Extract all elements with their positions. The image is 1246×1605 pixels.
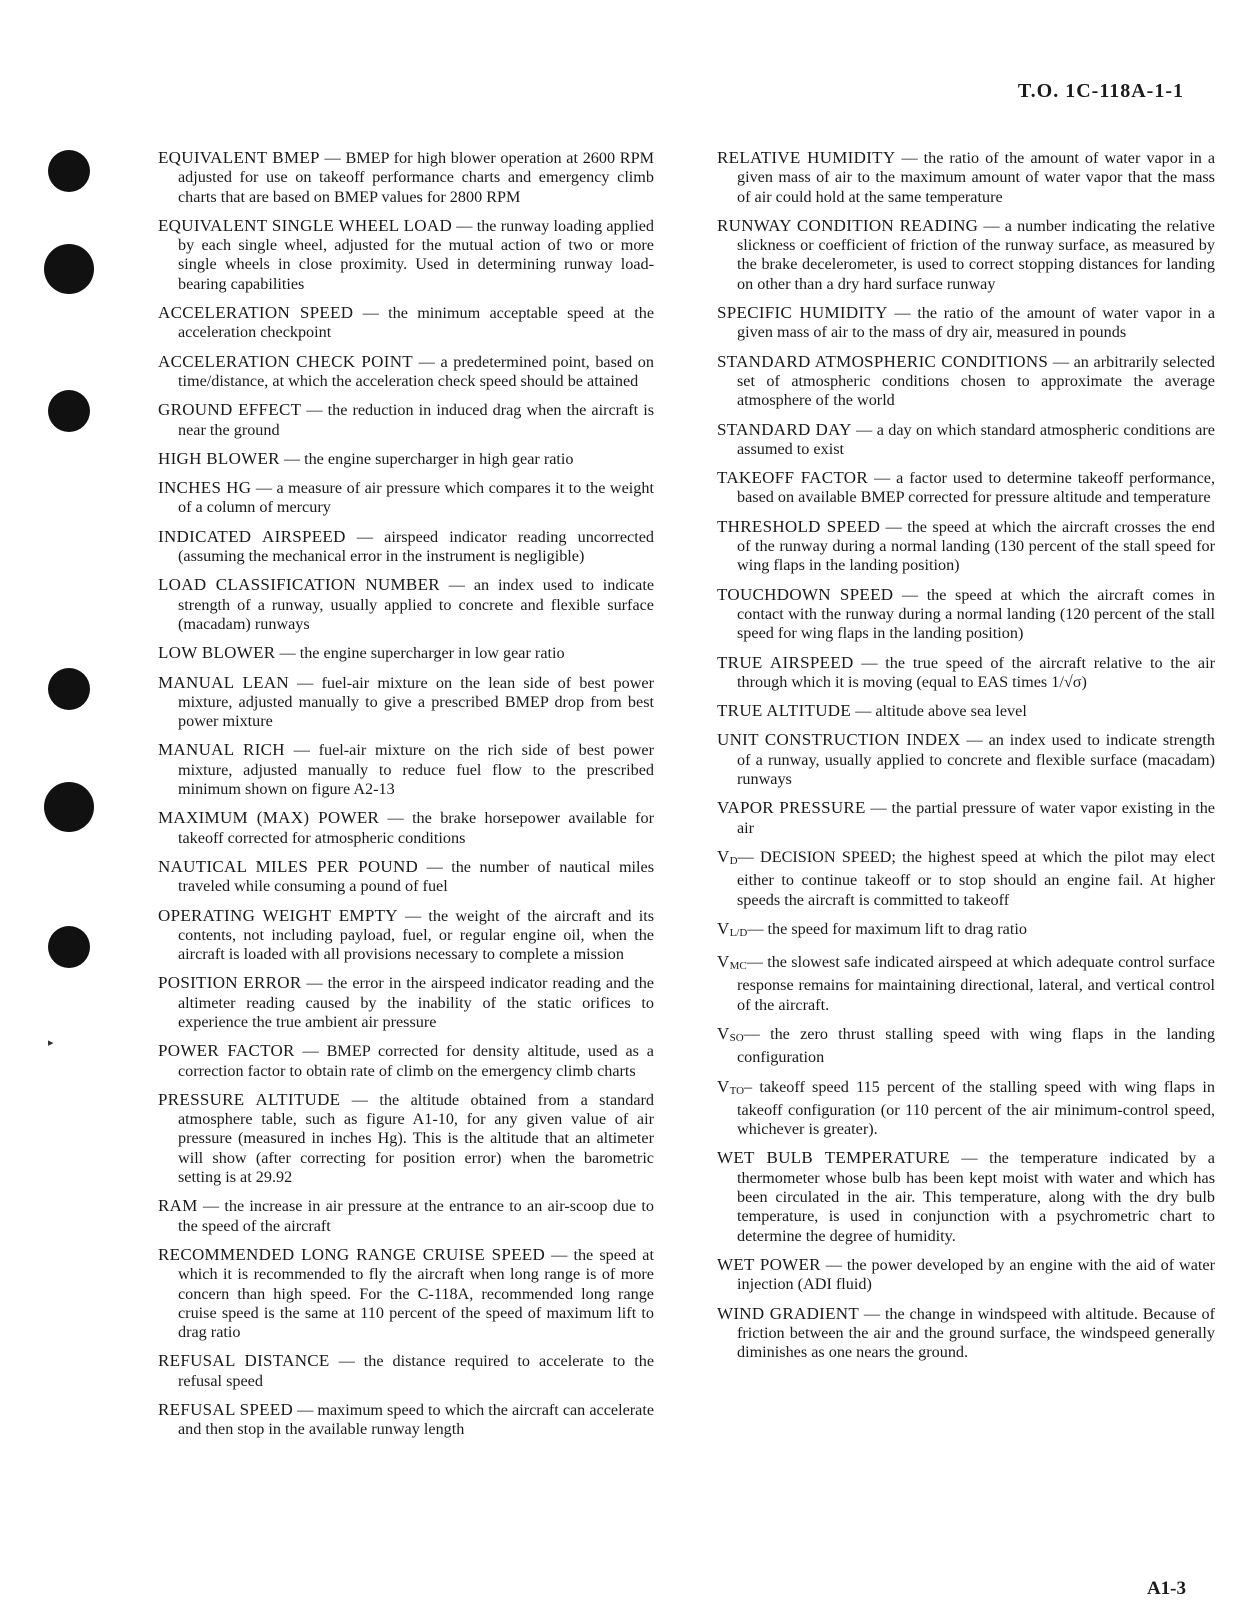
glossary-entry xyxy=(717,1148,1215,1245)
glossary-definition: the engine supercharger in high gear ratio xyxy=(304,449,574,468)
glossary-term: OPERATING WEIGHT EMPTY xyxy=(158,905,398,925)
v-speed-subscript: SO xyxy=(729,1031,744,1044)
glossary-term: LOW BLOWER xyxy=(158,643,276,663)
glossary-definition: the true speed of the aircraft relative to the air through which it is moving (equal to EAS times 1/√σ) xyxy=(737,653,1215,691)
term-separator: — xyxy=(747,919,764,938)
term-separator: — xyxy=(737,847,754,866)
margin-mark: ▸ xyxy=(48,1037,54,1049)
document-number: T.O. 1C-118A-1-1 xyxy=(1017,80,1184,102)
glossary-definition: the error in the airspeed indicator reading and the altimeter reading caused by the inability of the static orifices to experience the true ambient air pressure xyxy=(178,974,654,1031)
term-separator: — xyxy=(887,304,918,323)
glossary-entry xyxy=(158,643,654,663)
glossary-entry xyxy=(158,673,654,732)
glossary-definition: the slowest safe indicated airspeed at which adequate control surface response remains for maintaining directional, lateral, and vertical control of the aircraft. xyxy=(737,953,1215,1014)
v-speed-symbol: V xyxy=(717,918,730,938)
glossary-term: RAM xyxy=(158,1196,198,1216)
glossary-definition: DECISION SPEED; the highest speed at which the pilot may elect either to continue takeoff or to stop should an engine fail. At higher speeds the aircraft is committed to takeoff xyxy=(737,847,1215,909)
term-separator: — xyxy=(319,149,346,167)
glossary-entry xyxy=(717,148,1215,207)
glossary-definition: airspeed indicator reading uncorrected (assuming the mechanical error in the instrument is negligible) xyxy=(178,527,654,566)
glossary-entry xyxy=(158,400,654,440)
glossary-term: THRESHOLD SPEED xyxy=(717,516,881,536)
glossary-entry xyxy=(158,216,654,294)
term-separator: — xyxy=(412,352,441,371)
glossary-definition: a number indicating the relative slickness or coefficient of friction of the runway surface, as measured by the brake decelerometer, is used to correct stopping distances for landing on other than a dry hard surface runway xyxy=(737,216,1215,293)
glossary-definition: the distance required to accelerate to the refusal speed xyxy=(178,1352,654,1390)
punch-hole xyxy=(44,244,94,294)
v-speed-symbol: V xyxy=(717,1076,730,1096)
glossary-entry xyxy=(717,468,1215,508)
right-column xyxy=(717,148,1215,1371)
term-separator: — xyxy=(439,576,474,595)
term-separator: — xyxy=(960,731,989,750)
glossary-entry xyxy=(717,420,1215,460)
glossary-entry xyxy=(717,798,1215,838)
v-speed-subscript: MC xyxy=(729,960,747,973)
v-speed-symbol: V xyxy=(717,952,730,972)
glossary-term: REFUSAL DISTANCE xyxy=(158,1351,330,1371)
glossary-definition: fuel-air mixture on the lean side of best power mixture, adjusted manually to give a prescribed BMEP drop from best power mixture xyxy=(178,673,654,731)
glossary-term: REFUSAL SPEED xyxy=(158,1400,294,1420)
glossary-definition: a predetermined point, based on time/distance, at which the acceleration check speed should be attained xyxy=(178,352,654,390)
glossary-definition: fuel-air mixture on the rich side of best power mixture, adjusted manually to reduce fuel flow to the prescribed minimum shown on figure A2-13 xyxy=(178,741,654,799)
glossary-entry xyxy=(717,517,1215,576)
v-speed-entry xyxy=(717,952,1215,1015)
glossary-term: GROUND EFFECT xyxy=(158,400,302,420)
term-separator: — xyxy=(851,420,877,439)
term-separator: — xyxy=(284,741,319,760)
glossary-entry xyxy=(158,1400,654,1440)
term-separator: — xyxy=(545,1245,574,1264)
term-separator: — xyxy=(301,401,328,420)
term-separator: — xyxy=(820,1255,847,1274)
glossary-entry xyxy=(717,1255,1215,1295)
glossary-entry xyxy=(158,740,654,799)
page-number: A1-3 xyxy=(1146,1578,1186,1599)
glossary-definition: maximum speed to which the aircraft can accelerate and then stop in the available runway length xyxy=(178,1401,655,1439)
term-separator: — xyxy=(853,653,886,672)
glossary-definition: the speed at which the aircraft crosses the end of the runway during a normal landing (130 percent of the stall speed for wing flaps in the landing position) xyxy=(737,517,1215,575)
glossary-definition: the change in windspeed with altitude. Because of friction between the air and the ground surface, the windspeed generally diminishes as one nears the ground. xyxy=(737,1304,1215,1362)
glossary-entry xyxy=(717,701,1215,721)
glossary-entry xyxy=(158,303,654,343)
glossary-definition: the altitude obtained from a standard atmosphere table, such as figure A1-10, for any given value of air pressure (measured in inches Hg). This is the altitude that an altimeter will show (after correcting for position error) when the barometric setting is at 29.92 xyxy=(178,1090,655,1187)
term-separator: — xyxy=(1048,352,1074,371)
punch-hole xyxy=(44,782,94,832)
v-speed-subscript: L/D xyxy=(729,926,748,939)
glossary-term: ACCELERATION CHECK POINT xyxy=(158,351,413,371)
glossary-definition: the minimum acceptable speed at the acceleration checkpoint xyxy=(178,304,655,342)
glossary-entry xyxy=(158,906,654,965)
term-separator: — xyxy=(978,216,1005,235)
glossary-term: MANUAL RICH xyxy=(158,740,285,760)
glossary-definition: the zero thrust stalling speed with wing flaps in the landing configuration xyxy=(737,1024,1215,1067)
term-separator: — xyxy=(353,304,389,323)
glossary-term: EQUIVALENT SINGLE WHEEL LOAD xyxy=(158,215,453,235)
glossary-definition: the partial pressure of water vapor existing in the air xyxy=(737,799,1215,837)
v-speed-symbol: V xyxy=(717,1023,730,1043)
glossary-entry xyxy=(717,1304,1215,1363)
glossary-definition: the ratio of the amount of water vapor in a given mass of air to the maximum amount of water vapor that the mass of air could hold at the same temperature xyxy=(737,149,1215,206)
term-separator: — xyxy=(746,953,763,972)
punch-hole xyxy=(48,926,90,968)
glossary-term: MAXIMUM (MAX) POWER xyxy=(158,808,380,828)
glossary-term: EQUIVALENT BMEP xyxy=(158,148,320,167)
glossary-term: MANUAL LEAN xyxy=(158,672,289,692)
glossary-entry xyxy=(158,575,654,634)
glossary-definition: the engine supercharger in low gear ratio xyxy=(299,644,565,663)
glossary-definition: a factor used to determine takeoff performance, based on available BMEP corrected for pressure altitude and temperature xyxy=(737,469,1216,507)
term-separator: — xyxy=(294,1042,327,1061)
glossary-term: WIND GRADIENT xyxy=(717,1303,860,1323)
term-separator: — xyxy=(743,1024,760,1043)
v-speed-entry xyxy=(717,1077,1215,1140)
glossary-term: TAKEOFF FACTOR xyxy=(717,468,868,488)
punch-hole xyxy=(48,668,90,710)
term-separator: — xyxy=(345,527,385,546)
term-separator: — xyxy=(452,216,477,235)
glossary-definition: the reduction in induced drag when the aircraft is near the ground xyxy=(178,401,655,439)
left-column xyxy=(158,148,654,1449)
glossary-entry xyxy=(717,653,1215,693)
v-speed-entry xyxy=(717,919,1215,943)
glossary-term: PRESSURE ALTITUDE xyxy=(158,1089,341,1109)
glossary-term: LOAD CLASSIFICATION NUMBER xyxy=(158,575,440,595)
glossary-definition: the speed for maximum lift to drag ratio xyxy=(763,919,1027,938)
term-separator: — xyxy=(895,149,924,167)
glossary-definition: an index used to indicate strength of a runway, usually applied to concrete and flexible surface (macadam) runways xyxy=(737,731,1215,789)
glossary-definition: the temperature indicated by a thermometer whose bulb has been kept moist with water and which has been circulated in the air. This temperature, along with the dry bulb temperature, is used in conjunction with a psychrometric chart to determine the degree of humidity. xyxy=(737,1149,1215,1245)
glossary-definition: takeoff speed 115 percent of the stalling speed with wing flaps in takeoff configuration (or 110 percent of the air minimum-control speed, whichever is greater). xyxy=(737,1077,1215,1139)
v-speed-symbol: V xyxy=(717,846,730,866)
term-separator: — xyxy=(329,1352,364,1371)
v-speed-entry xyxy=(717,847,1215,910)
punch-hole xyxy=(48,150,90,192)
glossary-entry xyxy=(158,352,654,392)
glossary-definition: the runway loading applied by each single wheel, adjusted for the mutual action of two or more single wheels in close proximity. Used in determining runway load-bearing capabilities xyxy=(178,216,654,293)
term-separator: — xyxy=(851,702,876,721)
glossary-definition: an index used to indicate strength of a runway, usually applied to concrete and flexible surface (macadam) runways xyxy=(178,576,655,633)
glossary-term: TRUE AIRSPEED xyxy=(717,652,854,672)
term-separator: — xyxy=(893,585,927,604)
term-separator: — xyxy=(251,479,277,498)
glossary-term: NAUTICAL MILES PER POUND xyxy=(158,856,419,876)
glossary-entry xyxy=(158,808,654,848)
glossary-term: TOUCHDOWN SPEED xyxy=(717,584,894,604)
glossary-term: WET BULB TEMPERATURE xyxy=(717,1148,950,1168)
glossary-term: STANDARD ATMOSPHERIC CONDITIONS xyxy=(717,351,1049,371)
glossary-definition: the speed at which the aircraft comes in contact with the runway during a normal landing (120 percent of the stall speed for wing flaps in the landing position) xyxy=(737,585,1215,643)
glossary-term: VAPOR PRESSURE xyxy=(717,798,866,818)
glossary-entry xyxy=(717,585,1215,644)
glossary-term: STANDARD DAY xyxy=(717,419,852,439)
glossary-entry xyxy=(158,857,654,897)
glossary-definition: the power developed by an engine with the aid of water injection (ADI fluid) xyxy=(737,1255,1215,1294)
glossary-definition: a day on which standard atmospheric conditions are assumed to exist xyxy=(737,420,1215,458)
glossary-definition: BMEP corrected for density altitude, used as a correction factor to obtain rate of climb on the emergency climb charts xyxy=(178,1042,654,1080)
glossary-term: RELATIVE HUMIDITY xyxy=(717,148,896,167)
glossary-definition: the speed at which it is recommended to fly the aircraft when long range is of more concern than high speed. For the C-118A, recommended long range cruise speed is the same at 110 percent of the speed of maximum lift to drag ratio xyxy=(178,1245,654,1342)
term-separator: – xyxy=(744,1077,753,1096)
term-separator: — xyxy=(379,809,413,828)
glossary-term: RECOMMENDED LONG RANGE CRUISE SPEED xyxy=(158,1244,546,1264)
v-speed-subscript: TO xyxy=(729,1084,745,1097)
glossary-entry xyxy=(717,352,1215,411)
glossary-entry xyxy=(158,1090,654,1187)
glossary-term: POWER FACTOR xyxy=(158,1041,295,1061)
glossary-definition: the ratio of the amount of water vapor in a given mass of air to the mass of dry air, measured in pounds xyxy=(737,304,1216,342)
glossary-definition: a measure of air pressure which compares it to the weight of a column of mercury xyxy=(178,479,654,517)
glossary-entry xyxy=(717,303,1215,343)
glossary-term: HIGH BLOWER xyxy=(158,448,280,468)
term-separator: — xyxy=(868,469,897,488)
term-separator: — xyxy=(865,799,892,818)
glossary-definition: the weight of the aircraft and its contents, not including payload, fuel, or regular engine oil, when the aircraft is loaded with all provisions necessary to complete a mission xyxy=(178,906,655,964)
term-separator: — xyxy=(275,644,300,663)
glossary-entry xyxy=(158,449,654,469)
glossary-definition: the increase in air pressure at the entrance to an air-scoop due to the speed of the aircraft xyxy=(178,1197,654,1235)
term-separator: — xyxy=(279,449,305,468)
glossary-entry xyxy=(158,478,654,518)
punch-hole xyxy=(48,390,90,432)
glossary-term: SPECIFIC HUMIDITY xyxy=(717,303,888,323)
glossary-term: WET POWER xyxy=(717,1254,821,1274)
glossary-entry xyxy=(158,1351,654,1391)
glossary-definition: BMEP for high blower operation at 2600 RPM adjusted for use on takeoff performance charts and emergency climb charts that are based on BMEP values for 2800 RPM xyxy=(178,149,654,206)
glossary-term: INDICATED AIRSPEED xyxy=(158,526,346,546)
glossary-term: POSITION ERROR xyxy=(158,973,302,993)
term-separator: — xyxy=(293,1401,318,1420)
term-separator: — xyxy=(397,906,429,925)
glossary-entry xyxy=(717,216,1215,294)
glossary-term: UNIT CONSTRUCTION INDEX xyxy=(717,730,961,750)
term-separator: — xyxy=(340,1090,380,1109)
glossary-term: TRUE ALTITUDE xyxy=(717,701,852,721)
glossary-term: INCHES HG xyxy=(158,478,252,498)
v-speed-entry xyxy=(717,1024,1215,1068)
term-separator: — xyxy=(197,1197,225,1216)
v-speed-subscript: D xyxy=(729,854,738,867)
glossary-entry xyxy=(158,1041,654,1081)
glossary-entry xyxy=(158,527,654,567)
term-separator: — xyxy=(859,1304,885,1323)
glossary-entry xyxy=(717,730,1215,789)
term-separator: — xyxy=(288,673,322,692)
glossary-entry xyxy=(158,1196,654,1236)
glossary-definition: an arbitrarily selected set of atmospheric conditions chosen to approximate the average atmosphere of the world xyxy=(737,352,1215,410)
glossary-definition: the number of nautical miles traveled while consuming a pound of fuel xyxy=(178,857,655,896)
glossary-entry xyxy=(158,1245,654,1342)
glossary-entry xyxy=(158,973,654,1032)
term-separator: — xyxy=(880,517,908,536)
glossary-entry xyxy=(158,148,654,207)
glossary-term: RUNWAY CONDITION READING xyxy=(717,215,979,235)
glossary-definition: altitude above sea level xyxy=(875,702,1027,721)
term-separator: — xyxy=(301,974,328,993)
term-separator: — xyxy=(949,1149,990,1168)
glossary-definition: the brake horsepower available for takeoff corrected for atmospheric conditions xyxy=(178,809,655,847)
glossary-term: ACCELERATION SPEED xyxy=(158,303,354,323)
term-separator: — xyxy=(418,857,452,876)
